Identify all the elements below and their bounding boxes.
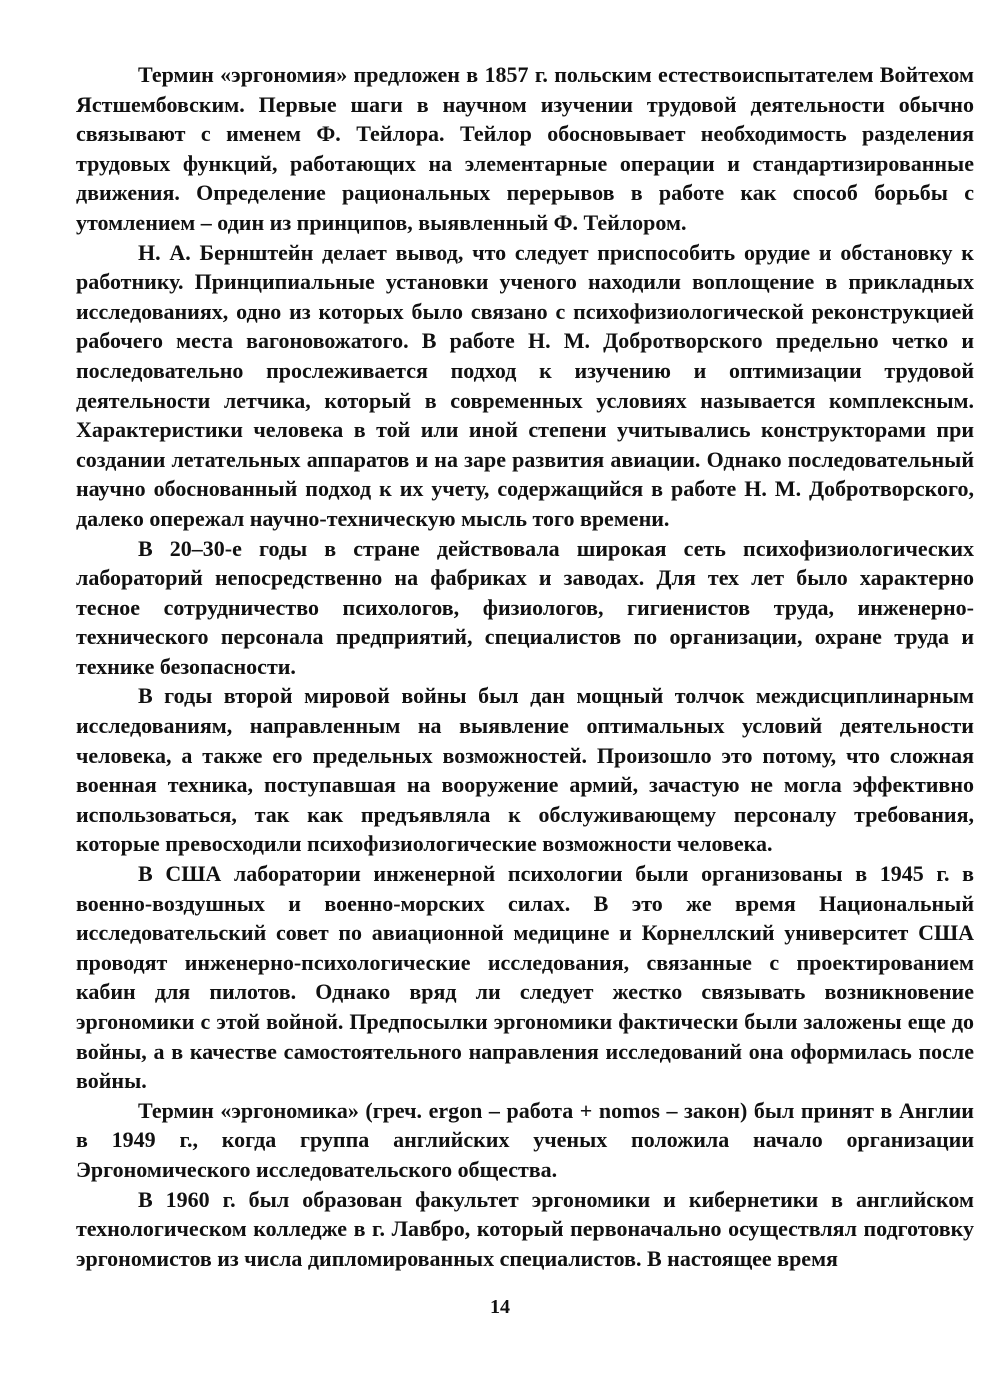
paragraph-ergonomika-term: Термин «эргономика» (греч. ergon – работа + nomos – закон) был принят в Англии в 1949 г., когда группа английских ученых положила начало организации Эргономического исследовательского общества. xyxy=(76,1097,974,1182)
paragraph-world-war-two: В годы второй мировой войны был дан мощный толчок междисциплинарным исследованиям, направленным на выявление оптимальных условий деятельности человека, а также его предельных возможностей. Произошло это потому, что сложная военная техника, поступавшая на вооружение армий, зачастую не могла эффективно использоваться, так как предъявляла к обслуживающему персоналу требования, которые превосходили психофизиологические возможности человека. xyxy=(76,683,974,857)
page-number: 14 xyxy=(490,1296,510,1318)
paragraph-ergonomia-term: Термин «эргономия» предложен в 1857 г. польским естествоиспытателем Войтехом Ястшембовским. Первые шаги в научном изучении трудовой деятельности обычно связывают с именем Ф. Тейлора. Тейлор обосновывает необходимость разделения трудовых функций, работающих на элементарные операции и стандартизированные движения. Определение рациональных перерывов в работе как способ борьбы с утомлением – один из принципов, выявленный Ф. Тейлором. xyxy=(76,62,974,235)
body-text xyxy=(76,60,974,1273)
paragraph-loughborough: В 1960 г. был образован факультет эргономики и кибернетики в английском технологическом колледже в г. Лавбро, который первоначально осуществлял подготовку эргономистов из числа дипломированных специалистов. В настоящее время xyxy=(76,1186,974,1271)
paragraph-1920s-labs: В 20–30-е годы в стране действовала широкая сеть психофизиологических лабораторий непосредственно на фабриках и заводах. Для тех лет было характерно тесное сотрудничество психологов, физиологов, гигиенистов труда, инженерно-технического персонала предприятий, специалистов по организации, охране труда и технике безопасности. xyxy=(76,535,974,679)
paragraph-bernstein: Н. А. Бернштейн делает вывод, что следует приспособить орудие и обстановку к работнику. Принципиальные установки ученого находили воплощение в прикладных исследованиях, одно из которых было связано с психофизиологической реконструкцией рабочего места вагоновожатого. В работе Н. М. Добротворского предельно четко и последовательно прослеживается подход к изучению и оптимизации трудовой деятельности летчика, который в современных условиях называется комплексным. Характеристики человека в той или иной степени учитывались конструкторами при создании летательных аппаратов и на заре развития авиации. Однако последовательный научно обоснованный подход к их учету, содержащийся в работе Н. М. Добротворского, далеко опережал научно-техническую мысль того времени. xyxy=(76,239,974,531)
paragraph-usa-labs: В США лаборатории инженерной психологии были организованы в 1945 г. в военно-воздушных и военно-морских силах. В это же время Национальный исследовательский совет по авиационной медицине и Корнеллский университет США проводят инженерно-психологические исследования, связанные с проектированием кабин для пилотов. Однако вряд ли следует жестко связывать возникновение эргономики с этой войной. Предпосылки эргономики фактически были заложены еще до войны, а в качестве самостоятельного направления исследований она оформилась после войны. xyxy=(76,861,974,1094)
